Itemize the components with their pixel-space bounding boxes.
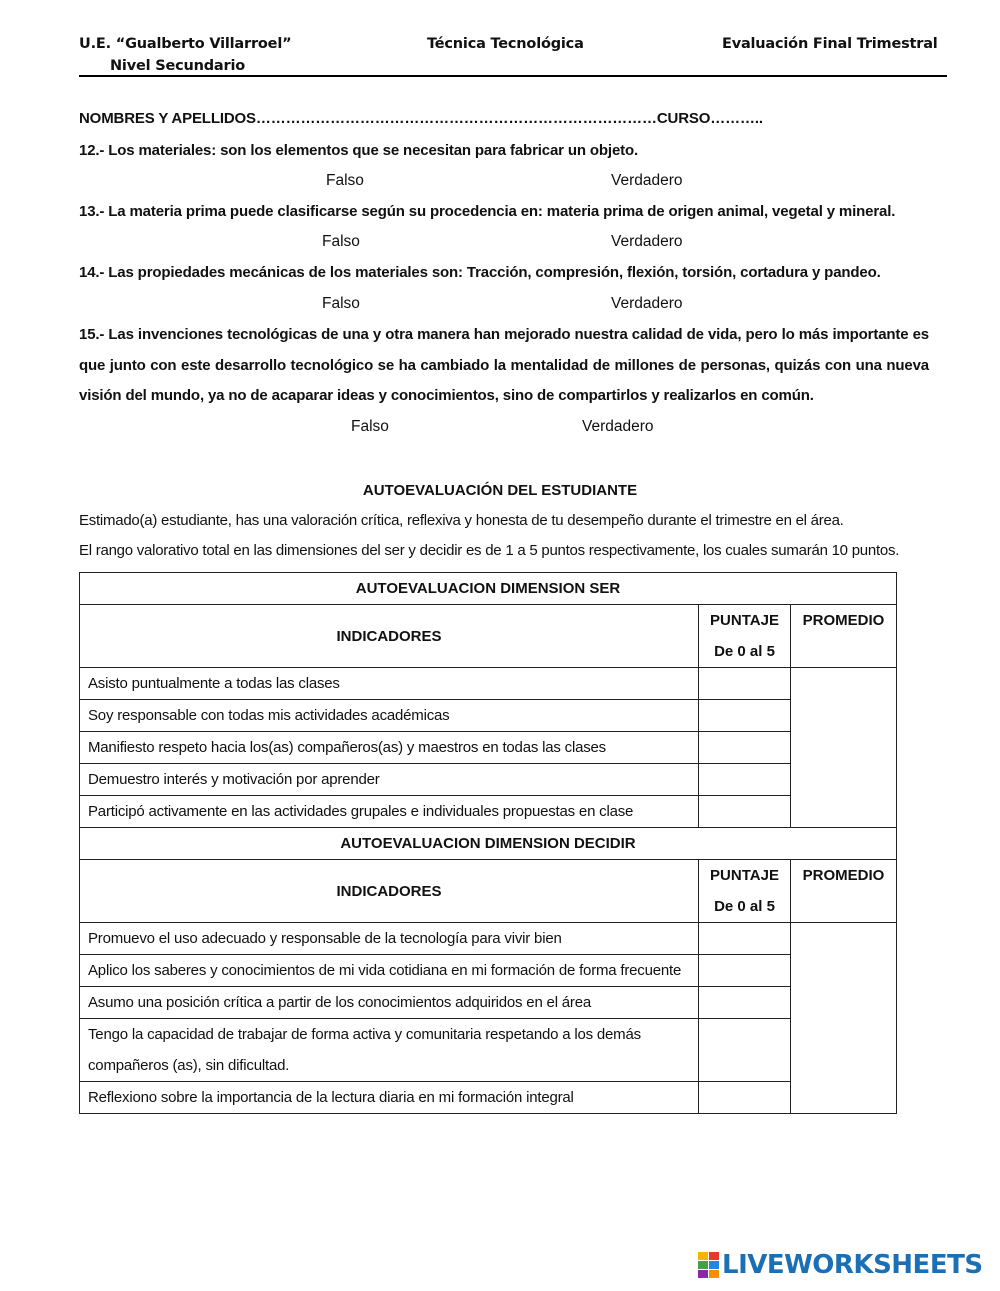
ser-average-cell[interactable] bbox=[791, 668, 897, 828]
ser-score-header-line2: De 0 al 5 bbox=[714, 643, 775, 660]
school-level: Nivel Secundario bbox=[110, 58, 245, 74]
question-15: 15.- Las invenciones tecnológicas de una y otra manera han mejorado nuestra calidad de vida, pero lo más importante es que junto con este desarrollo tecnológico se ha cambiado la mentalidad de millones de personas, quizás con una nueva visión del mundo, ya no de acaparar ideas y conocimientos, sino de compartirlos y realizarlos en común. bbox=[79, 326, 929, 404]
ser-indicators-header: INDICADORES bbox=[80, 605, 699, 668]
liveworksheets-logo-icon bbox=[698, 1252, 720, 1278]
self-eval-table bbox=[79, 572, 897, 1114]
decidir-indicator-2: Aplico los saberes y conocimientos de mi vida cotidiana en mi formación de forma frecuente bbox=[80, 955, 699, 987]
ser-score-cell-3[interactable] bbox=[699, 732, 791, 764]
decidir-score-cell-4[interactable] bbox=[699, 1019, 791, 1082]
question-13: 13.- La materia prima puede clasificarse según su procedencia en: materia prima de origen animal, vegetal y mineral. bbox=[79, 203, 896, 220]
decidir-indicators-header: INDICADORES bbox=[80, 860, 699, 923]
ser-indicator-1: Asisto puntualmente a todas las clases bbox=[80, 668, 699, 700]
decidir-indicator-1: Promuevo el uso adecuado y responsable de la tecnología para vivir bien bbox=[80, 923, 699, 955]
name-course-line: NOMBRES Y APELLIDOS………………………………………………………………………CURSO……….. bbox=[79, 110, 763, 127]
header-divider bbox=[79, 75, 947, 77]
decidir-score-cell-2[interactable] bbox=[699, 955, 791, 987]
q14-false-option[interactable]: Falso bbox=[322, 295, 360, 312]
ser-indicator-2: Soy responsable con todas mis actividades académicas bbox=[80, 700, 699, 732]
ser-indicator-5: Participó activamente en las actividades grupales e individuales propuestas en clase bbox=[80, 796, 699, 828]
self-eval-intro-1: Estimado(a) estudiante, has una valoración crítica, reflexiva y honesta de tu desempeño durante el trimestre en el área. bbox=[79, 512, 844, 529]
ser-score-cell-5[interactable] bbox=[699, 796, 791, 828]
q12-true-option[interactable]: Verdadero bbox=[611, 172, 683, 189]
ser-section-title: AUTOEVALUACION DIMENSION SER bbox=[80, 573, 897, 605]
decidir-score-header bbox=[699, 860, 791, 923]
decidir-score-header-line2: De 0 al 5 bbox=[714, 898, 775, 915]
ser-average-header: PROMEDIO bbox=[791, 605, 897, 668]
decidir-score-cell-1[interactable] bbox=[699, 923, 791, 955]
q13-true-option[interactable]: Verdadero bbox=[611, 233, 683, 250]
ser-score-cell-1[interactable] bbox=[699, 668, 791, 700]
decidir-score-cell-5[interactable] bbox=[699, 1082, 791, 1114]
subject-title: Técnica Tecnológica bbox=[427, 36, 584, 52]
question-14: 14.- Las propiedades mecánicas de los materiales son: Tracción, compresión, flexión, torsión, cortadura y pandeo. bbox=[79, 264, 881, 281]
q14-true-option[interactable]: Verdadero bbox=[611, 295, 683, 312]
ser-indicator-3: Manifiesto respeto hacia los(as) compañeros(as) y maestros en todas las clases bbox=[80, 732, 699, 764]
ser-score-header bbox=[699, 605, 791, 668]
decidir-average-header: PROMEDIO bbox=[791, 860, 897, 923]
ser-indicator-4: Demuestro interés y motivación por aprender bbox=[80, 764, 699, 796]
decidir-score-cell-3[interactable] bbox=[699, 987, 791, 1019]
liveworksheets-logo bbox=[698, 1250, 983, 1280]
decidir-indicator-5: Reflexiono sobre la importancia de la lectura diaria en mi formación integral bbox=[80, 1082, 699, 1114]
question-12: 12.- Los materiales: son los elementos que se necesitan para fabricar un objeto. bbox=[79, 142, 639, 159]
q12-false-option[interactable]: Falso bbox=[326, 172, 364, 189]
decidir-section-title: AUTOEVALUACION DIMENSION DECIDIR bbox=[80, 828, 897, 860]
school-name: U.E. “Gualberto Villarroel” bbox=[79, 36, 292, 52]
self-eval-intro-2: El rango valorativo total en las dimensiones del ser y decidir es de 1 a 5 puntos respectivamente, los cuales sumarán 10 puntos. bbox=[79, 542, 900, 559]
ser-score-cell-4[interactable] bbox=[699, 764, 791, 796]
decidir-indicator-4: Tengo la capacidad de trabajar de forma activa y comunitaria respetando a los demás compañeros (as), sin dificultad. bbox=[80, 1019, 699, 1082]
evaluation-title: Evaluación Final Trimestral bbox=[722, 36, 938, 52]
q13-false-option[interactable]: Falso bbox=[322, 233, 360, 250]
self-eval-title: AUTOEVALUACIÓN DEL ESTUDIANTE bbox=[362, 482, 638, 499]
ser-score-header-line1: PUNTAJE bbox=[710, 612, 779, 629]
decidir-average-cell[interactable] bbox=[791, 923, 897, 1114]
q15-false-option[interactable]: Falso bbox=[351, 418, 389, 435]
liveworksheets-brand: LIVEWORKSHEETS bbox=[722, 1250, 983, 1280]
ser-score-cell-2[interactable] bbox=[699, 700, 791, 732]
decidir-score-header-line1: PUNTAJE bbox=[710, 867, 779, 884]
q15-true-option[interactable]: Verdadero bbox=[582, 418, 654, 435]
decidir-indicator-3: Asumo una posición crítica a partir de los conocimientos adquiridos en el área bbox=[80, 987, 699, 1019]
